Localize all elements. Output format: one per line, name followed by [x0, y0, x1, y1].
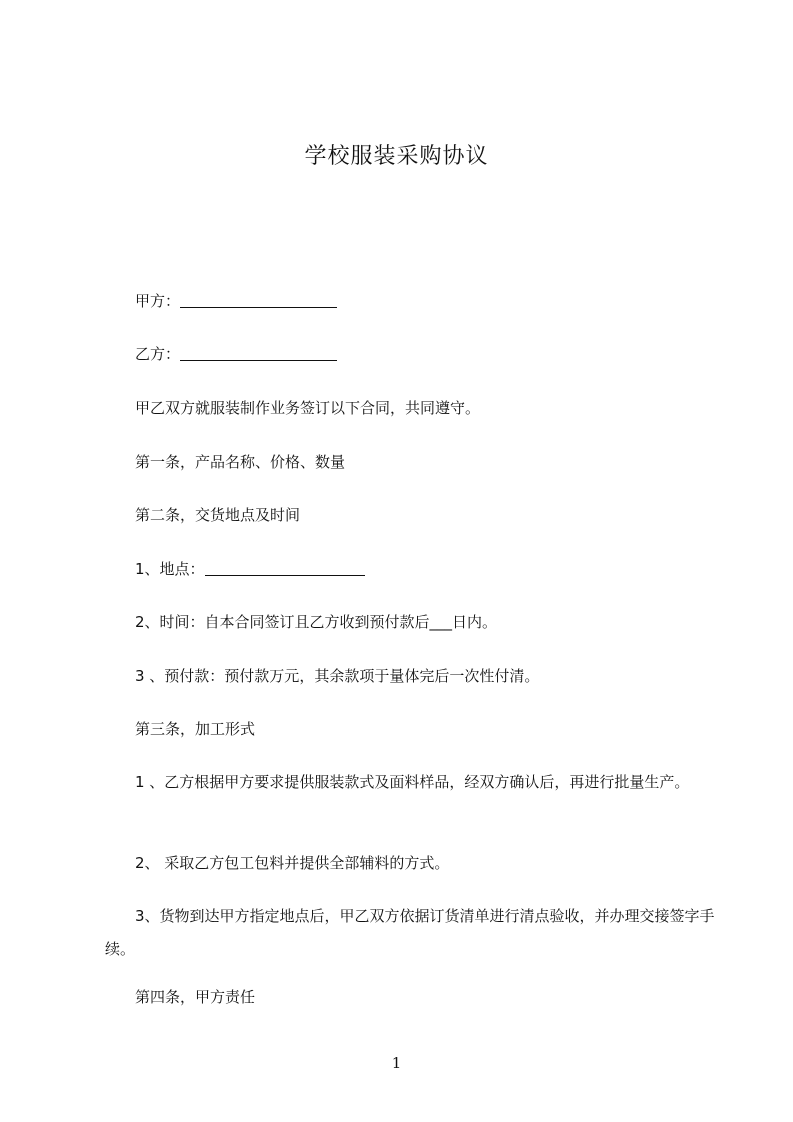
item-2-2-text: 2、时间：自本合同签订且乙方收到预付款后___日内。 [135, 613, 498, 631]
item-2-3-text: 3 、预付款：预付款万元，其余款项于量体完后一次性付清。 [135, 667, 540, 685]
intro-text: 甲乙双方就服装制作业务签订以下合同，共同遵守。 [135, 399, 481, 417]
party-a-label: 甲方： [135, 292, 181, 310]
location-label: 1、地点： [135, 560, 205, 578]
article-3-heading: 第三条，加工形式 [135, 720, 256, 738]
document-title: 学校服装采购协议 [304, 144, 489, 169]
article-1-heading: 第一条，产品名称、价格、数量 [135, 453, 346, 471]
item-2-1-line [135, 558, 365, 580]
item-3-1-paragraph: 1 、乙方根据甲方要求提供服装款式及面料样品，经双方确认后，再进行批量生产。 [135, 773, 690, 791]
location-blank [205, 559, 365, 576]
article-2-heading: 第二条，交货地点及时间 [135, 506, 301, 524]
party-b-label: 乙方： [135, 345, 181, 363]
article-4-heading: 第四条，甲方责任 [135, 988, 256, 1006]
party-a-line [135, 290, 337, 312]
party-b-line [135, 343, 337, 365]
item-3-3-paragraph: 3、货物到达甲方指定地点后，甲乙双方依据订货清单进行清点验收，并办理交接签字手续。 [105, 907, 715, 958]
item-3-2-text: 2、 采取乙方包工包料并提供全部辅料的方式。 [135, 854, 450, 872]
party-b-blank [180, 344, 337, 361]
page-number: 1 [391, 1054, 402, 1072]
party-a-blank [180, 291, 337, 308]
